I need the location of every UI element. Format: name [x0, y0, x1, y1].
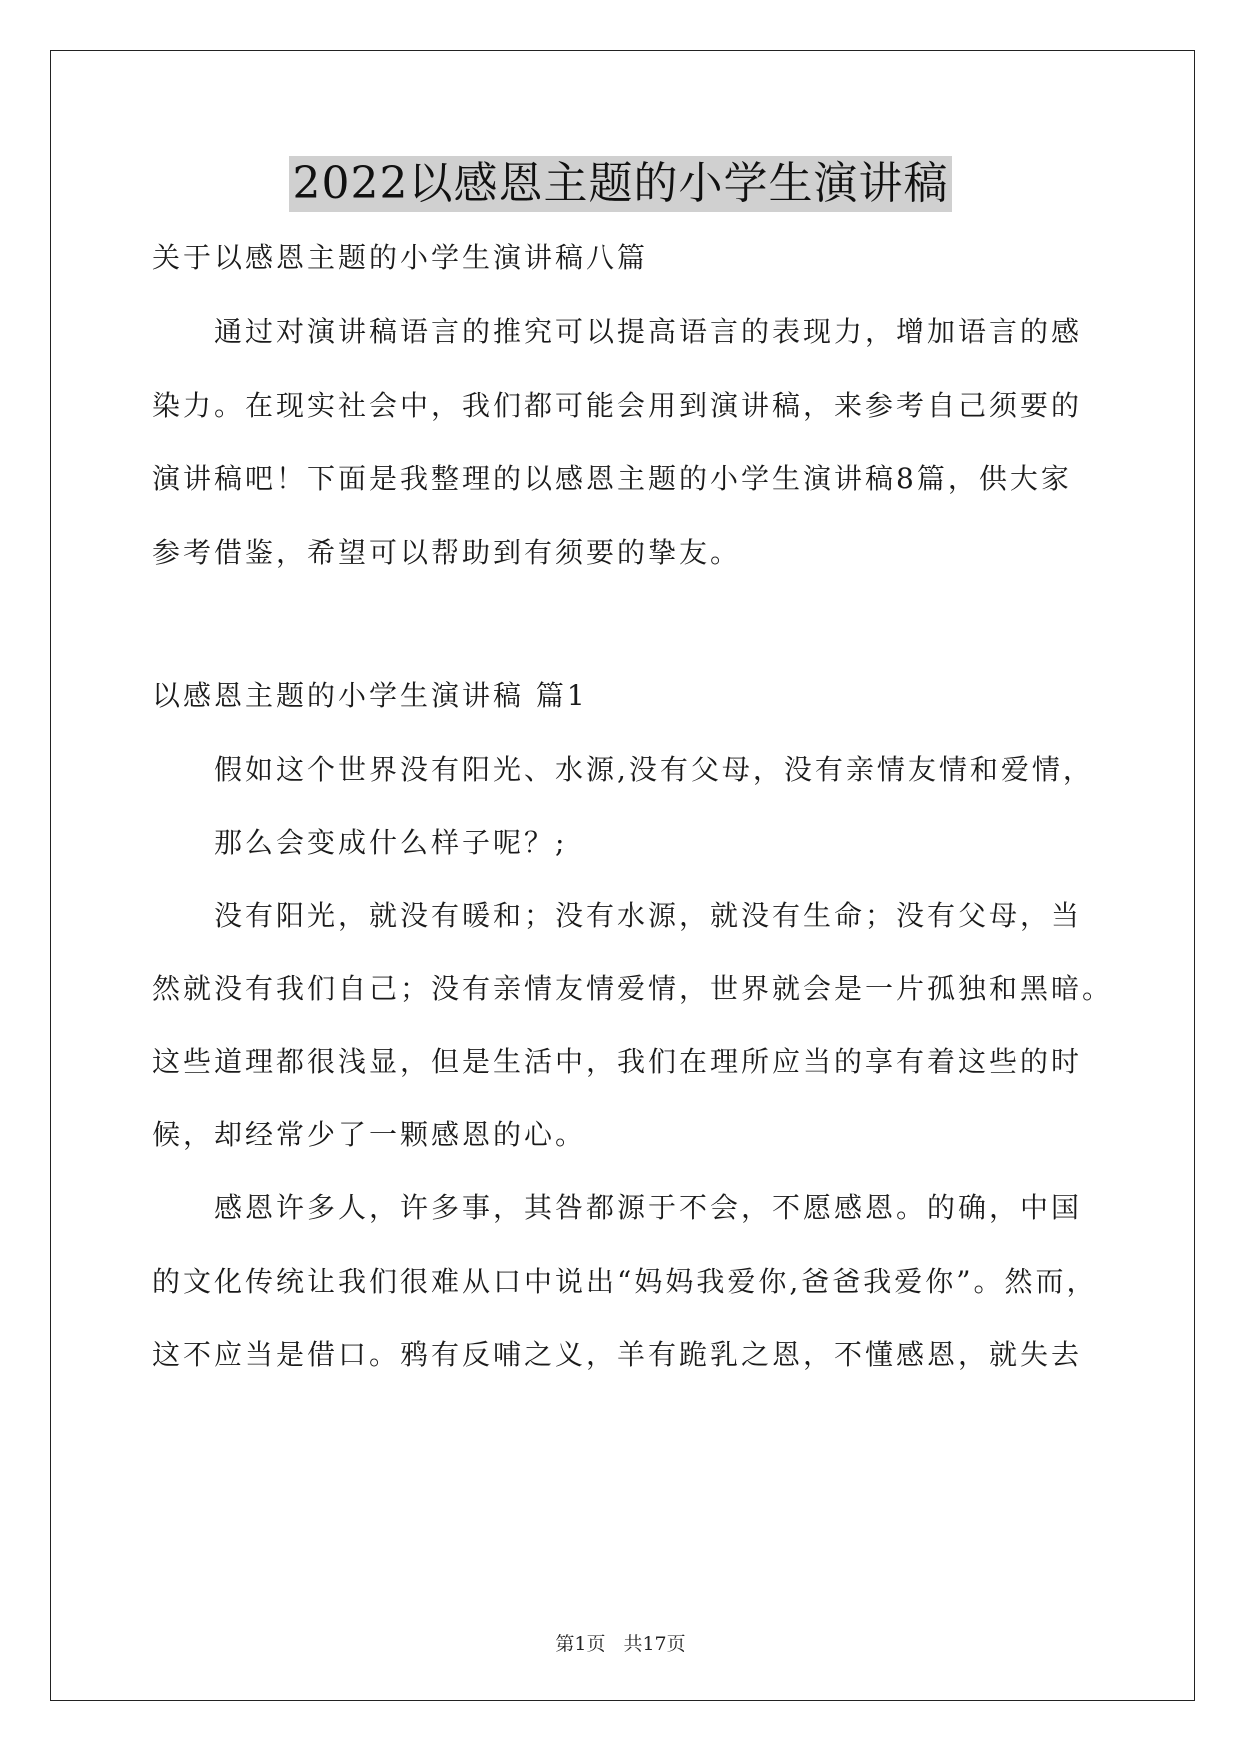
- page-border: [50, 50, 1195, 1701]
- page-number: 第1页: [555, 1633, 606, 1655]
- body-line: 没有阳光，就没有暖和；没有水源，就没有生命；没有父母，当: [214, 899, 1083, 932]
- section-heading: 以感恩主题的小学生演讲稿 篇1: [152, 679, 588, 712]
- page-footer: [0, 1632, 1241, 1656]
- body-line: 的文化传统让我们很难从口中说出“妈妈我爱你,爸爸我爱你”。然而，: [152, 1265, 1098, 1298]
- body-line: 这不应当是借口。鸦有反哺之义，羊有跪乳之恩，不懂感恩，就失去: [152, 1338, 1083, 1371]
- body-line: 候，却经常少了一颗感恩的心。: [152, 1118, 587, 1151]
- document-subtitle: 关于以感恩主题的小学生演讲稿八篇: [152, 241, 649, 274]
- title-container: [0, 156, 1241, 212]
- intro-line: 通过对演讲稿语言的推究可以提高语言的表现力，增加语言的感: [214, 315, 1083, 348]
- intro-line: 参考借鉴，希望可以帮助到有须要的挚友。: [152, 536, 742, 569]
- intro-line: 染力。在现实社会中，我们都可能会用到演讲稿，来参考自己须要的: [152, 389, 1083, 422]
- body-line: 然就没有我们自己；没有亲情友情爱情，世界就会是一片孤独和黑暗。: [152, 972, 1114, 1005]
- body-line: 感恩许多人，许多事，其咎都源于不会，不愿感恩。的确，中国: [214, 1191, 1083, 1224]
- intro-line: 演讲稿吧！下面是我整理的以感恩主题的小学生演讲稿8篇，供大家: [152, 462, 1072, 495]
- body-line: 这些道理都很浅显，但是生活中，我们在理所应当的享有着这些的时: [152, 1045, 1083, 1078]
- document-title: 2022以感恩主题的小学生演讲稿: [289, 156, 953, 212]
- page-total: 共17页: [623, 1633, 686, 1655]
- body-line: 假如这个世界没有阳光、水源,没有父母，没有亲情友情和爱情，: [214, 753, 1094, 786]
- body-line: 那么会变成什么样子呢？;: [214, 826, 568, 859]
